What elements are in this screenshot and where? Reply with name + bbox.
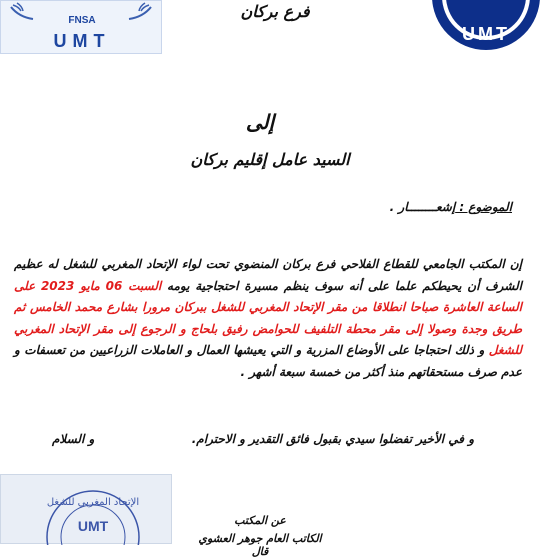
body-highlight: السبت 06 مايو 2023 على الساعة العاشرة صباحا انطلاقا من مقر الإتحاد المغربي للشغل ببركان مرورا بشارع محمد الخامس ثم طريق وجدة وصولا إلى مقر محطة التلفيف للحوامض رفيق بلحاج و الرجوع إلى مقر الإتحاد المغربي للشغل <box>14 278 522 357</box>
logo-fnsa-text: FNSA <box>68 15 96 26</box>
union-stamp <box>0 474 172 544</box>
stamp-arc-text: الإتحاد المغربي للشغل <box>46 497 140 508</box>
logo-right-umt-text: UMT <box>462 24 510 44</box>
closing-line: و في الأخير تفضلوا سيدي بقبول فائق التقدير و الاحترام. <box>191 432 474 446</box>
subject-line <box>390 200 512 214</box>
logo-umt-text: UMT <box>53 31 111 51</box>
addressee-name: السيد عامل إقليم بركان <box>190 150 350 169</box>
stamp-umt-text: UMT <box>77 518 109 534</box>
branch-name: فرع بركان <box>240 2 310 21</box>
closing-salam: و السلام <box>52 432 95 446</box>
body-intro: إن المكتب الجامعي للقطاع الفلاحي فرع بركان المنضوي تحت لواء الإتحاد المغربي للشغل له عظيم الشرف أن يحيطكم علما على أنه سوف ينظم مسيرة احتجاجية يومه <box>14 257 522 293</box>
fnsa-umt-logo <box>0 0 162 54</box>
addressee-to: إلى <box>245 110 275 134</box>
body-reason: و ذلك احتجاجا على الأوضاع المزرية و التي يعيشها العمال و العاملات الزراعيين من تعسفات و عدم صرف مستحقاتهم منذ أكثر من خمسة سبعة أشهر . <box>14 343 522 379</box>
subject-value: إشعــــــــار . <box>389 200 456 214</box>
letter-body <box>14 254 522 383</box>
umt-circle-logo <box>424 0 540 52</box>
subject-label: الموضوع : <box>455 200 512 214</box>
signature-office: عن المكتب <box>234 514 286 527</box>
signature-name: الكاتب العام جوهر العشوي قال <box>198 532 322 558</box>
